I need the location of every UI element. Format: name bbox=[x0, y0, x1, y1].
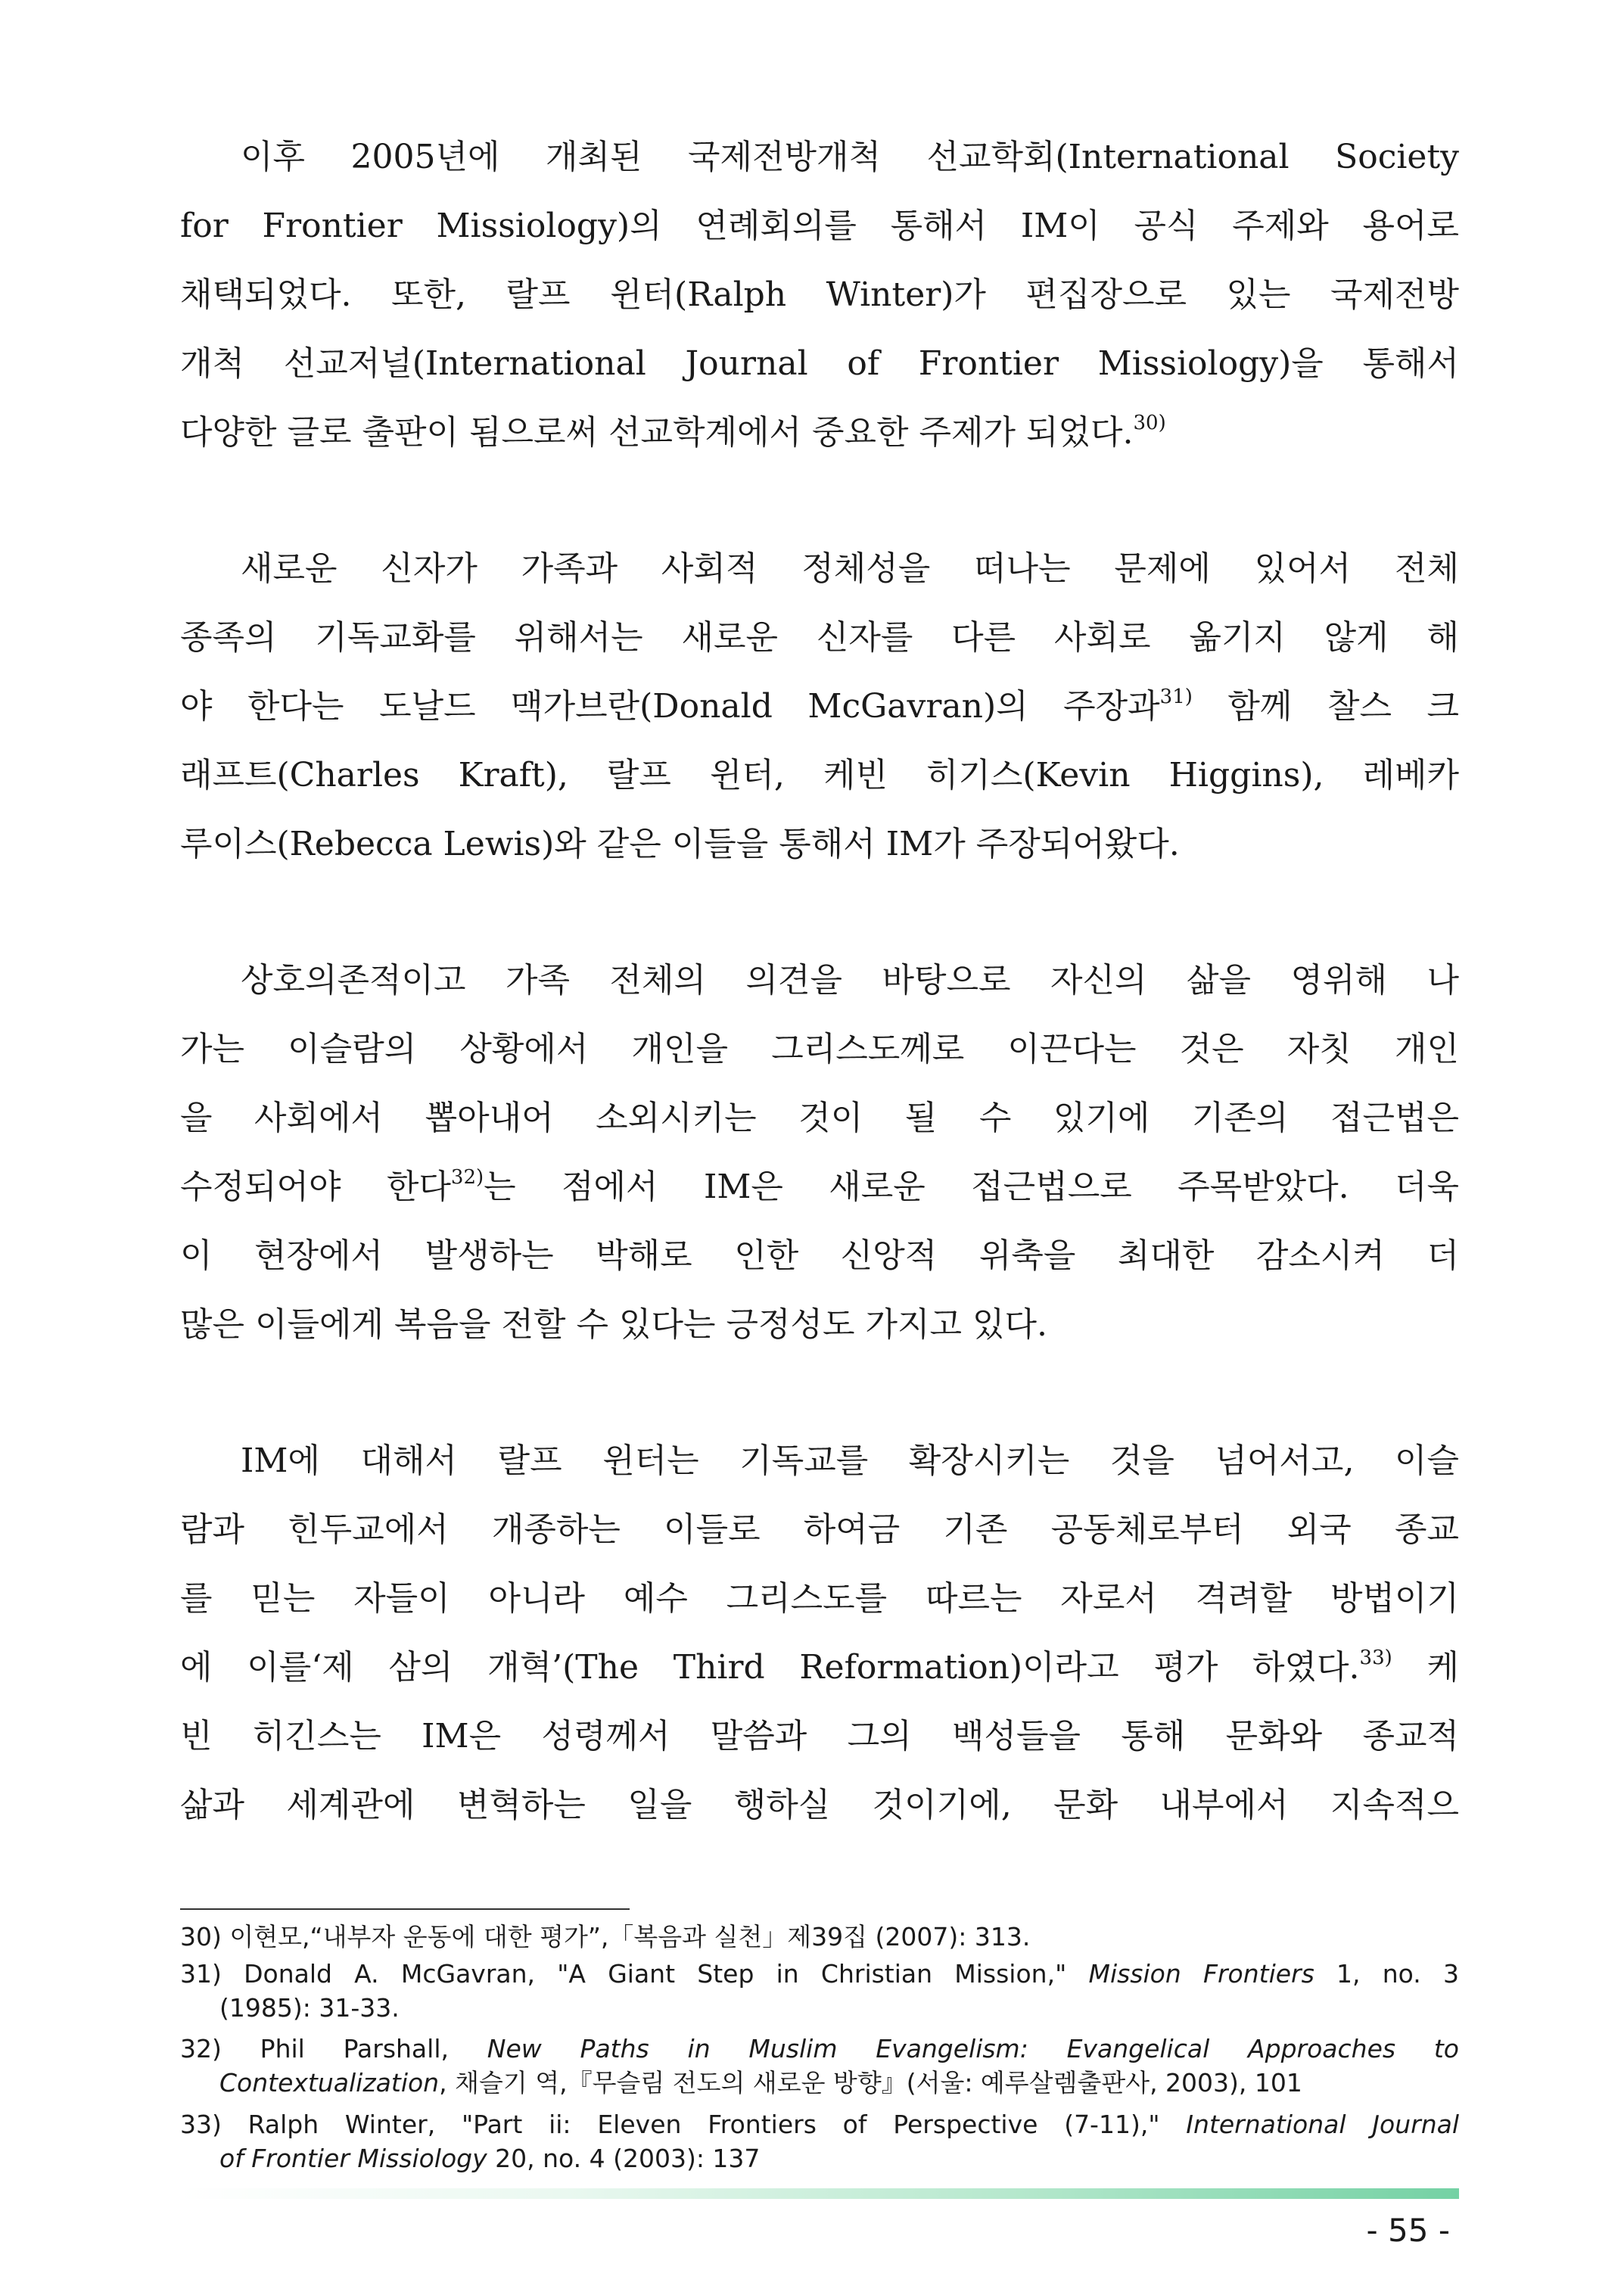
footnote-ref-32: 32) bbox=[450, 1166, 484, 1189]
footnote-30: 30) 이현모,“내부자 운동에 대한 평가”,「복음과 실천」제39집 (2007): 313. bbox=[180, 1922, 1031, 1951]
footnote-title: Mission Frontiers bbox=[1088, 1959, 1314, 1989]
page-number: - 55 - bbox=[1366, 2212, 1450, 2249]
paragraph-line: 새로운 신자가 가족과 사회적 정체성을 떠나는 문제에 있어서 전체 bbox=[241, 549, 1459, 588]
footnote-title: New Paths in Muslim Evangelism: Evangelical Approaches to bbox=[487, 2034, 1459, 2063]
line-text: 다양한 글로 출판이 됨으로써 선교학계에서 중요한 주제가 되었다. bbox=[180, 413, 1134, 452]
line-text: 에 이를‘제 삼의 개혁’(The Third Reformation)이라고 평가 하였다. bbox=[180, 1648, 1360, 1687]
footnote-text: 33) Ralph Winter, "Part ii: Eleven Frontiers of Perspective (7-11)," bbox=[180, 2110, 1187, 2139]
footer-gradient-bar bbox=[180, 2188, 1459, 2199]
footnote-title: International Journal bbox=[1186, 2110, 1459, 2139]
paragraph-line bbox=[180, 410, 1459, 456]
paragraph-line: 이 현장에서 발생하는 박해로 인한 신앙적 위축을 최대한 감소시켜 더 bbox=[180, 1236, 1459, 1275]
paragraph-line: 람과 힌두교에서 개종하는 이들로 하여금 기존 공동체로부터 외국 종교 bbox=[180, 1510, 1459, 1549]
paragraph-line bbox=[180, 1165, 1459, 1210]
paragraph-line: 상호의존적이고 가족 전체의 의견을 바탕으로 자신의 삶을 영위해 나 bbox=[241, 961, 1459, 1000]
paragraph-line bbox=[180, 684, 1459, 729]
paragraph-line: 빈 히긴스는 IM은 성령께서 말씀과 그의 백성들을 통해 문화와 종교적 bbox=[180, 1717, 1459, 1755]
footnote-title: Contextualization bbox=[219, 2068, 440, 2098]
footnote-ref-31: 31) bbox=[1159, 686, 1193, 708]
paragraph-line: IM에 대해서 랄프 윈터는 기독교를 확장시키는 것을 넘어서고, 이슬 bbox=[241, 1441, 1459, 1480]
footnote-text: 31) Donald A. McGavran, "A Giant Step in Christian Mission," bbox=[180, 1959, 1089, 1989]
footnote-text: 32) Phil Parshall, bbox=[180, 2034, 487, 2063]
paragraph-line: 삶과 세계관에 변혁하는 일을 행하실 것이기에, 문화 내부에서 지속적으 bbox=[180, 1786, 1459, 1824]
paragraph-line: 래프트(Charles Kraft), 랄프 윈터, 케빈 히기스(Kevin Higgins), 레베카 bbox=[180, 756, 1459, 795]
footnote-text: 20, no. 4 (2003): 137 bbox=[487, 2144, 761, 2173]
paragraph-line: 종족의 기독교화를 위해서는 새로운 신자를 다른 사회로 옮기지 않게 해 bbox=[180, 618, 1459, 657]
paragraph-line: 을 사회에서 뽑아내어 소외시키는 것이 될 수 있기에 기존의 접근법은 bbox=[180, 1099, 1459, 1137]
footnote-text: , 채슬기 역,『무슬림 전도의 새로운 방향』(서울: 예루살렘출판사, 2003), 101 bbox=[439, 2068, 1302, 2098]
line-text: 는 점에서 IM은 새로운 접근법으로 주목받았다. 더욱 bbox=[484, 1168, 1459, 1206]
footnote-32-continued bbox=[219, 2068, 1302, 2098]
paragraph-line: 채택되었다. 또한, 랄프 윈터(Ralph Winter)가 편집장으로 있는 국제전방 bbox=[180, 275, 1459, 314]
paragraph-line: for Frontier Missiology)의 연례회의를 통해서 IM이 공식 주제와 용어로 bbox=[180, 207, 1459, 245]
footnote-title: of Frontier Missiology bbox=[219, 2144, 487, 2173]
footnote-ref-33: 33) bbox=[1359, 1647, 1392, 1669]
paragraph-line: 루이스(Rebecca Lewis)와 같은 이들을 통해서 IM가 주장되어왔다. bbox=[180, 825, 1180, 863]
footnote-ref-30: 30) bbox=[1133, 412, 1166, 434]
paragraph-line: 가는 이슬람의 상황에서 개인을 그리스도께로 이끈다는 것은 자칫 개인 bbox=[180, 1030, 1459, 1068]
footnote-33 bbox=[180, 2110, 1459, 2140]
footnote-separator bbox=[180, 1908, 630, 1910]
footnote-text: 1, no. 3 bbox=[1314, 1959, 1459, 1989]
footnote-31-continued: (1985): 31-33. bbox=[219, 1993, 400, 2023]
paragraph-line: 를 믿는 자들이 아니라 예수 그리스도를 따르는 자로서 격려할 방법이기 bbox=[180, 1579, 1459, 1618]
paragraph-line: 이후 2005년에 개최된 국제전방개척 선교학회(International Society bbox=[241, 138, 1459, 176]
line-text: 수정되어야 한다 bbox=[180, 1168, 451, 1206]
footnote-32 bbox=[180, 2034, 1459, 2064]
paragraph-line: 개척 선교저널(International Journal of Frontier Missiology)을 통해서 bbox=[180, 344, 1459, 383]
footnote-31 bbox=[180, 1959, 1459, 1989]
paragraph-line bbox=[180, 1645, 1459, 1690]
line-text: 함께 찰스 크 bbox=[1192, 687, 1459, 726]
footnote-33-continued bbox=[219, 2144, 760, 2174]
paragraph-line: 많은 이들에게 복음을 전할 수 있다는 긍정성도 가지고 있다. bbox=[180, 1305, 1047, 1344]
line-text: 케 bbox=[1392, 1648, 1459, 1687]
line-text: 야 한다는 도날드 맥가브란(Donald McGavran)의 주장과 bbox=[180, 687, 1160, 726]
